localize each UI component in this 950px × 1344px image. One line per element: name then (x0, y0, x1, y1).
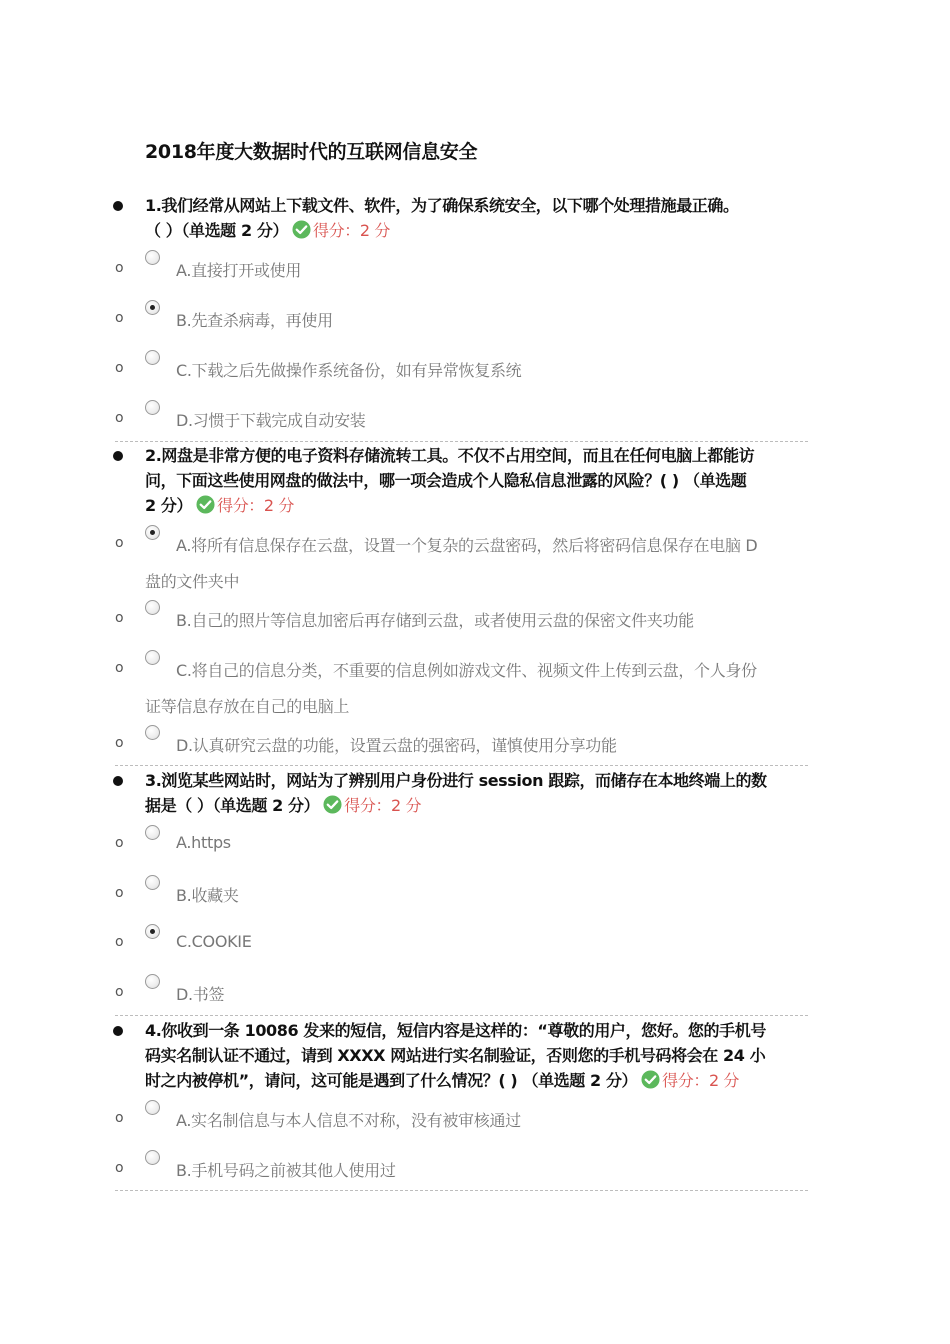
question-4-score: 得分：2 分 (662, 1071, 740, 1090)
question-3-line-2: 据是（ ）（单选题 2 分） (145, 796, 320, 815)
question-4-score-wrap (637, 1071, 739, 1090)
q2-option-c-continued: 证等信息存放在自己的电脑上 (145, 697, 350, 716)
option-bullet: o (115, 885, 124, 901)
option-bullet: o (115, 660, 124, 676)
radio-unselected-icon[interactable] (145, 974, 160, 989)
option-bullet: o (115, 1160, 124, 1176)
question-1-score: 得分：2 分 (313, 221, 390, 240)
question-2-score-wrap (192, 496, 294, 515)
radio-unselected-icon[interactable] (145, 725, 160, 740)
q3-option-b: B.收藏夹 (176, 886, 239, 905)
radio-unselected-icon[interactable] (145, 1150, 160, 1165)
q2-option-a: A.将所有信息保存在云盘，设置一个复杂的云盘密码，然后将密码信息保存在电脑 D (176, 536, 758, 555)
question-1-line-2: （ ）（单选题 2 分） (145, 221, 289, 240)
question-3-text (145, 768, 810, 818)
question-bullet (113, 776, 123, 786)
question-divider (115, 441, 808, 442)
q2-option-b: B.自己的照片等信息加密后再存储到云盘，或者使用云盘的保密文件夹功能 (176, 611, 694, 630)
option-bullet: o (115, 535, 124, 551)
question-4-line-3: 时之内被停机”，请问，这可能是遇到了什么情况？( ) （单选题 2 分） (145, 1071, 638, 1090)
question-1-score-wrap (288, 221, 390, 240)
radio-unselected-icon[interactable] (145, 875, 160, 890)
radio-unselected-icon[interactable] (145, 250, 160, 265)
option-bullet: o (115, 360, 124, 376)
document-title: 2018年度大数据时代的互联网信息安全 (145, 141, 478, 163)
question-2-line-1: 2.网盘是非常方便的电子资料存储流转工具。不仅不占用空间，而且在任何电脑上都能访 (145, 446, 755, 465)
question-divider (115, 1015, 808, 1016)
q2-option-a-continued: 盘的文件夹中 (145, 572, 240, 591)
question-3-score-wrap (319, 796, 421, 815)
q4-option-b: B.手机号码之前被其他人使用过 (176, 1161, 396, 1180)
question-4-text (145, 1018, 810, 1093)
question-4-line-3-wrap (145, 1068, 810, 1093)
q3-option-d: D.书签 (176, 985, 225, 1004)
question-1-line-1: 1.我们经常从网站上下载文件、软件，为了确保系统安全，以下哪个处理措施最正确。 (145, 196, 739, 215)
option-bullet: o (115, 410, 124, 426)
q3-option-c: C.COOKIE (176, 932, 252, 951)
radio-unselected-icon[interactable] (145, 650, 160, 665)
q4-option-a: A.实名制信息与本人信息不对称，没有被审核通过 (176, 1111, 521, 1130)
q1-option-b: B.先查杀病毒，再使用 (176, 311, 333, 330)
check-circle-icon (292, 220, 311, 239)
question-2-line-3: 2 分） (145, 496, 193, 515)
check-circle-icon (323, 795, 342, 814)
radio-selected-icon[interactable] (145, 300, 160, 315)
radio-unselected-icon[interactable] (145, 400, 160, 415)
question-2-score: 得分：2 分 (217, 496, 294, 515)
radio-unselected-icon[interactable] (145, 825, 160, 840)
option-bullet: o (115, 735, 124, 751)
radio-selected-icon[interactable] (145, 924, 160, 939)
option-bullet: o (115, 310, 124, 326)
question-4-line-2: 码实名制认证不通过，请到 XXXX 网站进行实名制验证，否则您的手机号码将会在 24 小 (145, 1046, 766, 1065)
option-bullet: o (115, 835, 124, 851)
option-bullet: o (115, 610, 124, 626)
question-divider (115, 765, 808, 766)
question-bullet (113, 201, 123, 211)
q2-option-c: C.将自己的信息分类，不重要的信息例如游戏文件、视频文件上传到云盘，个人身份 (176, 661, 757, 680)
check-circle-icon (641, 1070, 660, 1089)
question-2-line-2: 问，下面这些使用网盘的做法中，哪一项会造成个人隐私信息泄露的风险？( ) （单选题 (145, 471, 747, 490)
check-circle-icon (196, 495, 215, 514)
q3-option-a: A.https (176, 833, 231, 852)
option-bullet: o (115, 934, 124, 950)
question-divider (115, 1190, 808, 1191)
question-1-line-2-wrap (145, 218, 810, 243)
radio-unselected-icon[interactable] (145, 1100, 160, 1115)
question-3-line-2-wrap (145, 793, 810, 818)
q1-option-d: D.习惯于下载完成自动安装 (176, 411, 366, 430)
radio-selected-icon[interactable] (145, 525, 160, 540)
question-2-text (145, 443, 810, 518)
question-4-line-1: 4.你收到一条 10086 发来的短信，短信内容是这样的：“尊敬的用户，您好。您的手机号 (145, 1021, 766, 1040)
radio-unselected-icon[interactable] (145, 600, 160, 615)
q1-option-c: C.下载之后先做操作系统备份，如有异常恢复系统 (176, 361, 522, 380)
radio-unselected-icon[interactable] (145, 350, 160, 365)
q2-option-d: D.认真研究云盘的功能，设置云盘的强密码，谨慎使用分享功能 (176, 736, 617, 755)
option-bullet: o (115, 1110, 124, 1126)
question-bullet (113, 1026, 123, 1036)
question-3-line-1: 3.浏览某些网站时，网站为了辨别用户身份进行 session 跟踪，而储存在本地终端上的数 (145, 771, 767, 790)
question-2-line-3-wrap (145, 493, 810, 518)
option-bullet: o (115, 260, 124, 276)
question-bullet (113, 451, 123, 461)
q1-option-a: A.直接打开或使用 (176, 261, 302, 280)
option-bullet: o (115, 984, 124, 1000)
question-3-score: 得分：2 分 (344, 796, 422, 815)
question-1-text (145, 193, 810, 243)
